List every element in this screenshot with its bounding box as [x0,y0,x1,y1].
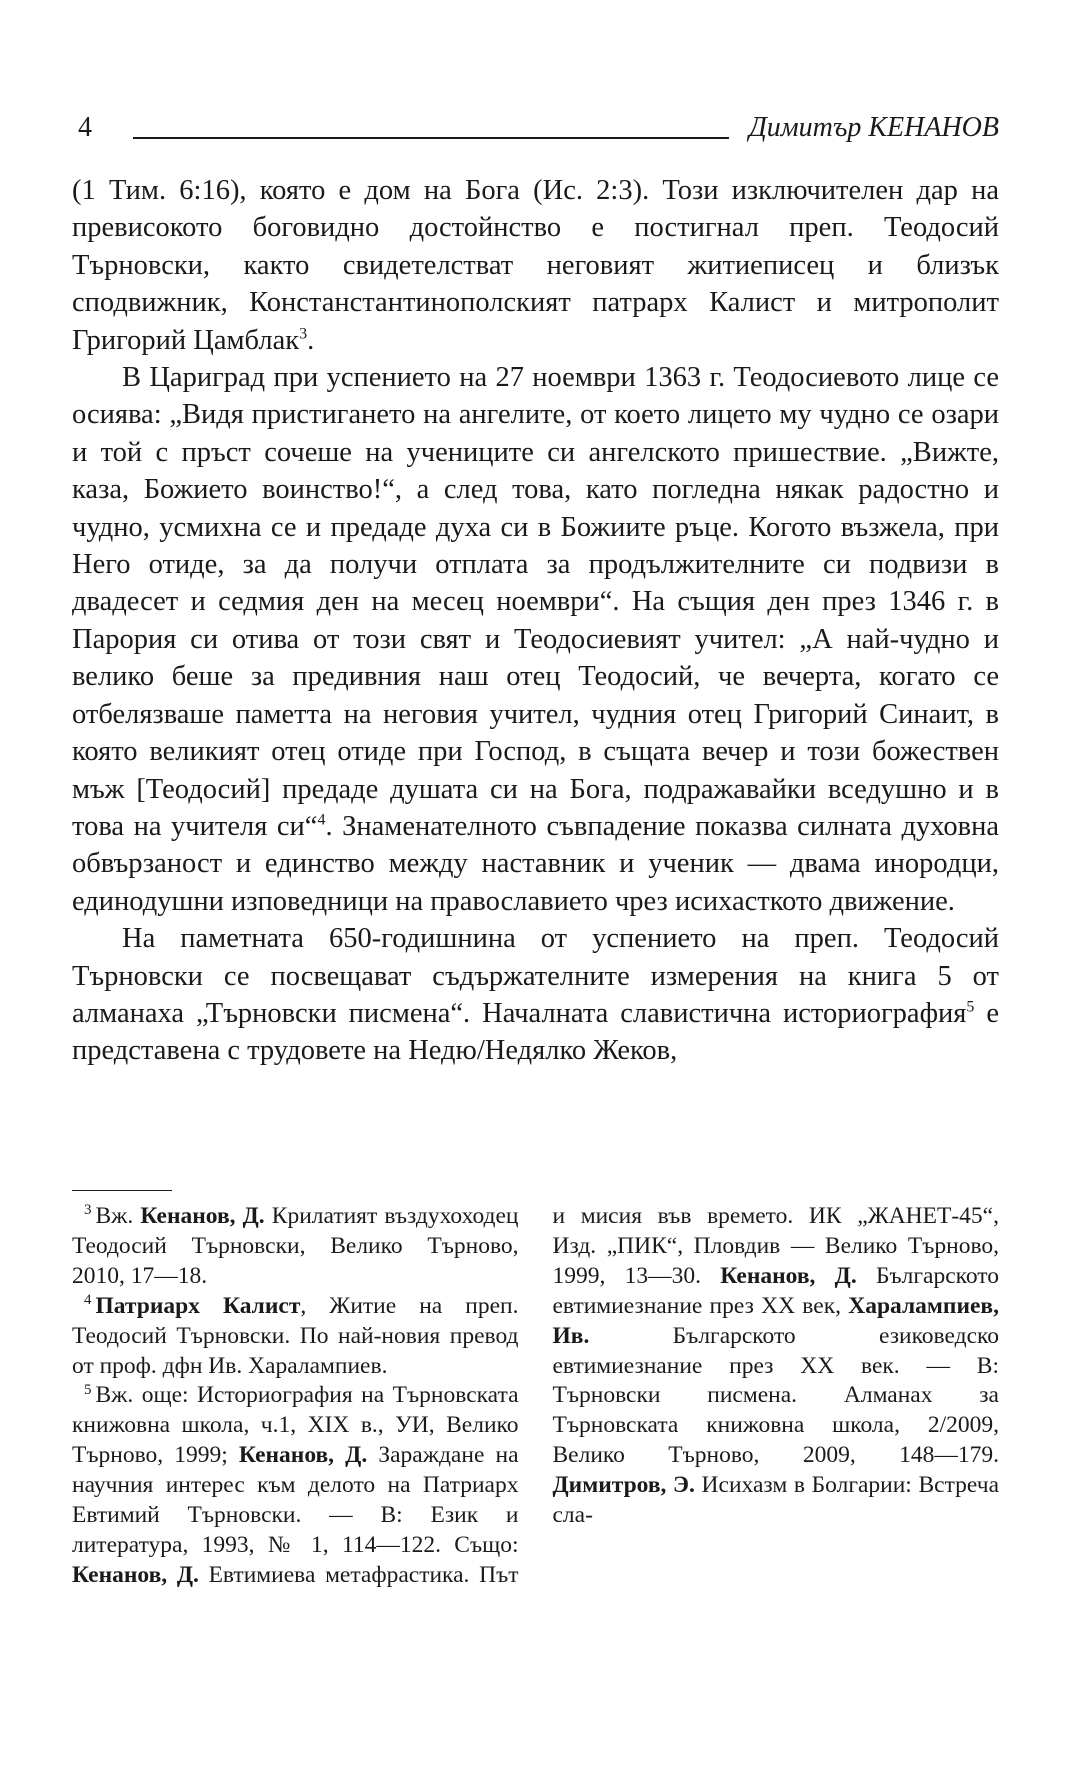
footnote-ref[interactable]: 4 [317,811,326,829]
paragraph-text: (1 Тим. 6:16), която е дом на Бога (Ис. 2:3). Този изключителен дар на превисокото боговидно достойнство е постигнал преп. Теодосий Търновски, както свидетелстват неговият житиеписец и близък сподвижник, Констанстантинополският патрарх Калист и митрополит Григорий Цамблак [72,175,999,356]
page-header [78,108,999,148]
footnote-number: 5 [84,1381,92,1398]
header-rule [133,137,729,139]
footnote-text: Евтимиева метафрастика. Път и мисия във времето. ИК „ЖАНЕТ-45“, Изд. „ПИК“, Пловдив — Велико Търново, 1999, 13—30. [198,1203,999,1588]
paragraph-text: В Цариград при успението на 27 ноември 1363 г. Теодосиевото лице се осиява: „Видя пристигането на ангелите, от което лицето му чудно се озари и той с пръст сочеше на учениците си ангелското пришествие. „Вижте, каза, Божието воинство!“, а след това, като погледна някак радостно и чудно, усмихна се и предаде духа си в Божиите ръце. Когото възжела, при Него отиде, за да получи отплата за продължителните си подвизи в двадесет и седмия ден на месец ноември“. На същия ден през 1346 г. в Парория си отива от този свят и Теодосиевият учител: „А най-чудно и велико беше за предивния наш отец Теодосий, че вечерта, когато се отбелязваше паметта на неговия учител, чудния отец Григорий Синаит, в която великият отец отиде при Господ, в същата вечер и този божествен мъж [Теодосий] предаде душата си на Бога, подражавайки вседушно и в това на учителя си“ [72,362,999,842]
paragraph-text: На паметната 650-годишнина от успението на преп. Теодосий Търновски се посвещават съдържателните измерения на книга 5 от алманаха „Търновски писмена“. Началната славистична историография [72,923,999,1029]
footnote-text: Българското езиковедско евтимиезнание през XX век. — В: Търновски писмена. Алманах за Търновската книжовна школа, 2/2009, Велико Търново, 2009, 148—179. [552,1322,999,1469]
footnote-author: Патриарх Калист [95,1292,301,1319]
footnote-number: 3 [84,1202,92,1219]
footnote-author: Кенанов, Д. [238,1442,368,1469]
footnote-text: Крилатият въздухоходец Теодосий Търновски, Велико Търново, 2010, 17—18. [72,1203,519,1289]
footnotes [72,1202,999,1602]
footnote-text: Българското евтимиезнание през XX век, [552,1262,999,1319]
footnote-text: Исихазм в Болгарии: Встреча сла- [552,1472,999,1529]
footnote-text: Вж. още: Историография на Търновската книжовна школа, ч.1, XIX в., УИ, Велико Търново, 1999; [72,1382,519,1469]
footnote-ref[interactable]: 3 [299,325,308,343]
footnote-author: Кенанов, Д. [140,1203,265,1229]
footnote-author: Кенанов, Д. [72,1561,199,1588]
footnote-number: 4 [84,1291,92,1308]
main-text [72,172,999,1070]
footnote-author: Димитров, Э. [552,1472,695,1499]
footnote-author: Кенанов, Д. [720,1262,857,1289]
footnote [72,1202,519,1292]
footnote-ref[interactable]: 5 [966,998,975,1016]
footnote-separator [72,1190,172,1191]
paragraph-text: е представена с трудовете на Недю/Недялко Жеков, [72,997,1000,1067]
footnote-text: Вж. [95,1203,141,1229]
footnote-text: , Житие на преп. Теодосий Търновски. По най-новия превод от проф. дфн Ив. Харалампиев. [72,1292,519,1379]
page-number: 4 [78,112,92,143]
footnote-author: Харалампиев, Ив. [552,1292,999,1349]
running-title: Димитър КЕНАНОВ [748,112,999,143]
paragraph [72,172,999,359]
paragraph [72,920,999,1070]
footnote [72,1292,519,1382]
paragraph-text: . [307,324,315,356]
footnote-text: Зараждане на научния интерес към делото на Патриарх Евтимий Търновски. — В: Език и литература, 1993, № 1, 114—122. Също: [72,1442,519,1558]
paragraph-text: . Знаменателното съвпадение показва силната духовна обвързаност и единство между наставник и ученик — двама инородци, единодушни изповедници на православието чрез исихасткото движение. [72,810,999,917]
paragraph [72,359,999,920]
